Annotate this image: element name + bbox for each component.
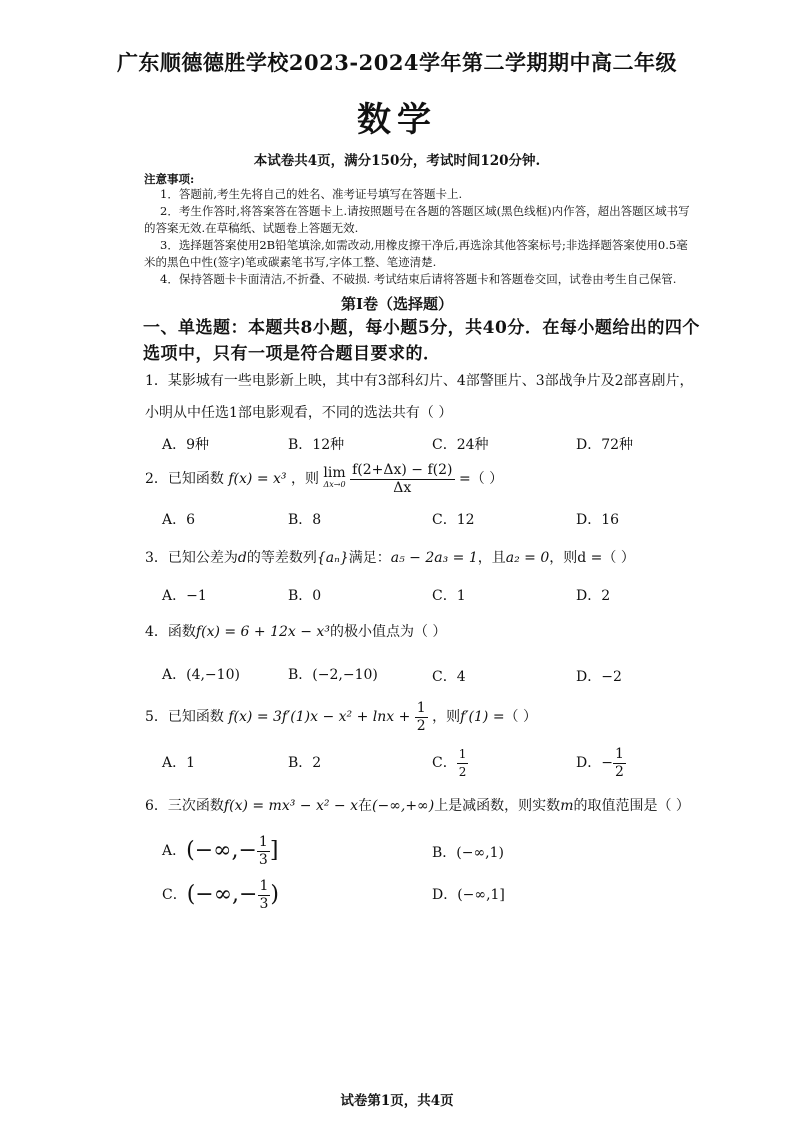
question-4-prefix: 4．函数 [145, 624, 196, 640]
question-4-option-d: D．−2 [576, 669, 622, 685]
question-6-interval: (−∞,+∞) [372, 798, 435, 814]
question-2-suffix: =（ ） [458, 471, 504, 487]
question-5-stem [145, 697, 537, 737]
question-4-option-b: B．(−2,−10) [288, 667, 378, 683]
question-3-middle2: 满足： [348, 550, 391, 566]
notice-item: 2．考生作答时,将答案答在答题卡上.请按照题号在各题的答题区域(黑色线框)内作答，超出答题区域书写的答案无效.在草稿纸、试题卷上答题无效. [144, 204, 690, 235]
question-1-option-a: A．9种 [162, 437, 210, 453]
question-6-option-c-close: ) [270, 882, 280, 907]
question-6-m: m [560, 798, 574, 814]
question-3-option-d: D．2 [576, 588, 611, 604]
question-5-option-c-label: C． [432, 755, 457, 771]
question-1-stem: 1．某影城有一些电影新上映，其中有3部科幻片、4部警匪片、3部战争片及2部喜剧片，小明从中任选1部电影观看，不同的选法共有（ ） [145, 373, 694, 421]
question-2-limit-word: lim [323, 465, 346, 481]
question-3-cond1: a₅ − 2a₃ = 1 [390, 550, 478, 566]
question-3-option-a: A．−1 [162, 588, 207, 604]
notice-item: 4．保持答题卡卡面清洁,不折叠、不破损. 考试结束后请将答题卡和答题卷交回，试卷由考生自己保管. [160, 272, 677, 286]
page-footer: 试卷第1页，共4页 [340, 1093, 454, 1109]
school-title: 广东顺德德胜学校2023-2024学年第二学期期中高二年级 [116, 50, 678, 75]
question-6-option-c-den: 3 [259, 895, 269, 912]
question-6-option-c-open: (−∞,− [186, 882, 258, 907]
question-2-option-b: B．8 [288, 512, 322, 528]
question-3-middle3: ，且 [477, 550, 506, 566]
question-6-option-a-num: 1 [258, 833, 268, 850]
question-5-half-den: 2 [416, 717, 426, 734]
question-5-option-d-num: 1 [614, 745, 624, 762]
question-6-stem [145, 795, 690, 815]
section-heading: 一、单选题：本题共8小题，每小题5分，共40分．在每小题给出的四个选项中，只有一项是符合题目要求的． [143, 318, 700, 364]
question-6-option-a [162, 830, 278, 872]
question-2-stem [145, 459, 503, 499]
question-5-option-c-den: 2 [458, 764, 467, 779]
question-2-numerator: f(2+Δx) − f(2) [352, 461, 453, 478]
question-6-option-a-open: (−∞,− [186, 838, 257, 863]
question-2-prefix: 2．已知函数 [145, 471, 224, 487]
question-6-option-d: D．(−∞,1] [432, 887, 505, 903]
question-2-option-c: C．12 [432, 512, 475, 528]
question-3-option-c: C．1 [432, 588, 466, 604]
question-5-option-d [576, 743, 626, 783]
notice-title: 注意事项: [144, 172, 195, 186]
question-6-option-a-label: A． [162, 843, 187, 859]
question-5-half-num: 1 [416, 699, 426, 716]
question-1-option-b: B．12种 [288, 437, 345, 453]
question-4-option-c: C．4 [432, 669, 466, 685]
question-5-option-b: B．2 [288, 755, 322, 771]
question-6-option-a-fraction [257, 834, 270, 869]
question-2-function: f(x) = x³ [228, 471, 287, 487]
question-5-option-d-label: D．− [576, 755, 613, 771]
question-2-limit-sub: Δx→0 [323, 480, 346, 489]
question-2-option-d: D．16 [576, 512, 620, 528]
question-6-option-a-den: 3 [258, 851, 268, 868]
question-5-half [415, 700, 428, 735]
question-6-function: f(x) = mx³ − x² − x [223, 798, 359, 814]
question-4-function: f(x) = 6 + 12x − x³ [195, 624, 330, 640]
exam-info: 本试卷共4页，满分150分，考试时间120分钟. [253, 153, 541, 169]
question-5-prefix: 5．已知函数 [145, 709, 224, 725]
question-6-middle: 在 [358, 798, 373, 814]
question-4-stem [145, 621, 446, 641]
notice-item: 1．答题前,考生先将自己的姓名、准考证号填写在答题卡上. [160, 187, 463, 201]
question-3-middle: 的等差数列 [246, 550, 317, 566]
question-6-option-c-label: C． [162, 887, 187, 903]
question-6-option-c-num: 1 [259, 877, 269, 894]
subject-title: 数学 [357, 100, 437, 140]
question-2-denominator: Δx [393, 479, 412, 496]
question-3-stem [145, 547, 635, 567]
question-3-d: d [237, 550, 247, 566]
question-6-option-a-close: ] [269, 838, 279, 863]
question-5-option-c [432, 743, 468, 783]
question-1-option-d: D．72种 [576, 437, 634, 453]
question-5-option-a: A．1 [162, 755, 196, 771]
question-3-sequence: {aₙ} [316, 550, 349, 566]
question-1-option-c: C．24种 [432, 437, 489, 453]
question-6-suffix: 的取值范围是（ ） [573, 798, 690, 814]
volume-title: 第Ⅰ卷（选择题） [340, 295, 454, 313]
question-4-option-a: A．(4,−10) [162, 667, 240, 683]
question-5-suffix: （ ） [504, 709, 537, 725]
question-3-option-b: B．0 [288, 588, 322, 604]
question-2-middle: ，则 [290, 471, 319, 487]
question-5-option-d-fraction [613, 746, 626, 781]
question-2-fraction [350, 462, 454, 497]
question-3-suffix: ，则d =（ ） [549, 550, 635, 566]
question-5-middle: ，则 [432, 709, 461, 725]
question-6-option-b: B．(−∞,1) [432, 845, 504, 861]
question-6-option-c [162, 874, 279, 916]
question-5-option-c-num: 1 [457, 746, 469, 764]
question-6-option-c-fraction [258, 878, 271, 913]
notice-item: 3．选择题答案使用2B铅笔填涂,如需改动,用橡皮擦干净后,再选涂其他答案标号;非选择题答案使用0.5毫米的黑色中性(签字)笔或碳素笔书写,字体工整、笔迹清楚. [144, 238, 688, 269]
notice-list [144, 186, 692, 288]
question-5-ask: f′(1) = [460, 709, 505, 725]
question-2-option-a: A．6 [162, 512, 196, 528]
question-6-middle2: 上是减函数，则实数 [434, 798, 561, 814]
question-5-option-d-den: 2 [614, 763, 624, 780]
question-6-prefix: 6．三次函数 [145, 798, 224, 814]
question-3-cond2: a₂ = 0 [505, 550, 550, 566]
question-2-limit [323, 467, 345, 491]
question-5-option-c-fraction [457, 746, 469, 781]
question-4-suffix: 的极小值点为（ ） [329, 624, 447, 640]
question-3-prefix: 3．已知公差为 [145, 550, 238, 566]
question-5-function: f(x) = 3f′(1)x − x² + lnx + [228, 709, 411, 725]
